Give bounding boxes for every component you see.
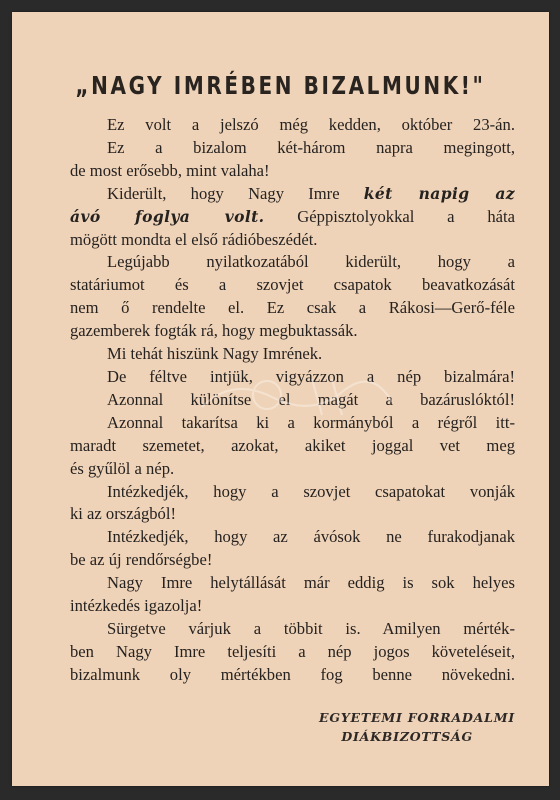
text-line: intézkedés igazolja! [70,596,203,616]
leaflet-paper [12,12,549,786]
text-line: ávó foglya volt. Géppisztolyokkal a háta [70,206,515,226]
signature [70,708,515,746]
text-line: de most erősebb, mint valaha! [70,160,270,180]
text-line: maradt szemetet, azokat, akiket joggal vet meg [70,435,515,455]
text-line: Kiderült, hogy Nagy Imre két napig az [107,183,515,203]
text-line: Legújabb nyilatkozatából kiderült, hogy a [107,252,515,272]
text-line: mögött mondta el első rádióbeszédét. [70,229,318,249]
text-line: Mi tehát hiszünk Nagy Imrének. [107,344,323,364]
emphasis-text: ávó foglya volt. [70,206,265,226]
text-line: bizalmunk oly mértékben fog benne növekedni. [70,664,515,684]
text-line: Intézkedjék, hogy az ávósok ne furakodjanak [107,527,515,547]
watermark-overlay [192,367,402,427]
text-line: gazemberek fogták rá, hogy megbuktassák. [70,321,358,341]
text-line: Ez volt a jelszó még kedden, október 23-án. [107,115,515,134]
text-line: Nagy Imre helytállását már eddig is sok helyes [107,573,515,593]
text-line: statáriumot és a szovjet csapatok beavatkozását [70,275,515,295]
text-line: De féltve intjük, vigyázzon a nép bizalmára! [107,366,515,386]
text-line: Azonnal különítse el magát a bazáruslóktól! [107,389,515,409]
signature-line-1: EGYETEMI FORRADALMI [319,710,515,725]
text-line: Intézkedjék, hogy a szovjet csapatokat vonják [107,481,515,501]
text-line: Ez a bizalom két-három napra megingott, [107,137,515,157]
text-line: Azonnal takarítsa ki a kormányból a régről itt- [107,412,515,432]
text-line: ben Nagy Imre teljesíti a nép jogos követeléseit, [70,641,515,661]
emphasis-text: két napig az [363,183,515,203]
signature-line-2: DIÁKBIZOTTSÁG [341,729,473,744]
text-line: nem ő rendelte el. Ez csak a Rákosi—Gerő-féle [70,298,515,318]
leaflet-title: „NAGY IMRÉBEN BIZALMUNK!" [75,70,486,100]
text-line: ki az országból! [70,504,176,524]
text-line: és gyűlöl a nép. [70,458,175,478]
text-line: be az új rendőrségbe! [70,550,213,570]
text-line: Sürgetve várjuk a többit is. Amilyen mérték- [107,618,515,638]
